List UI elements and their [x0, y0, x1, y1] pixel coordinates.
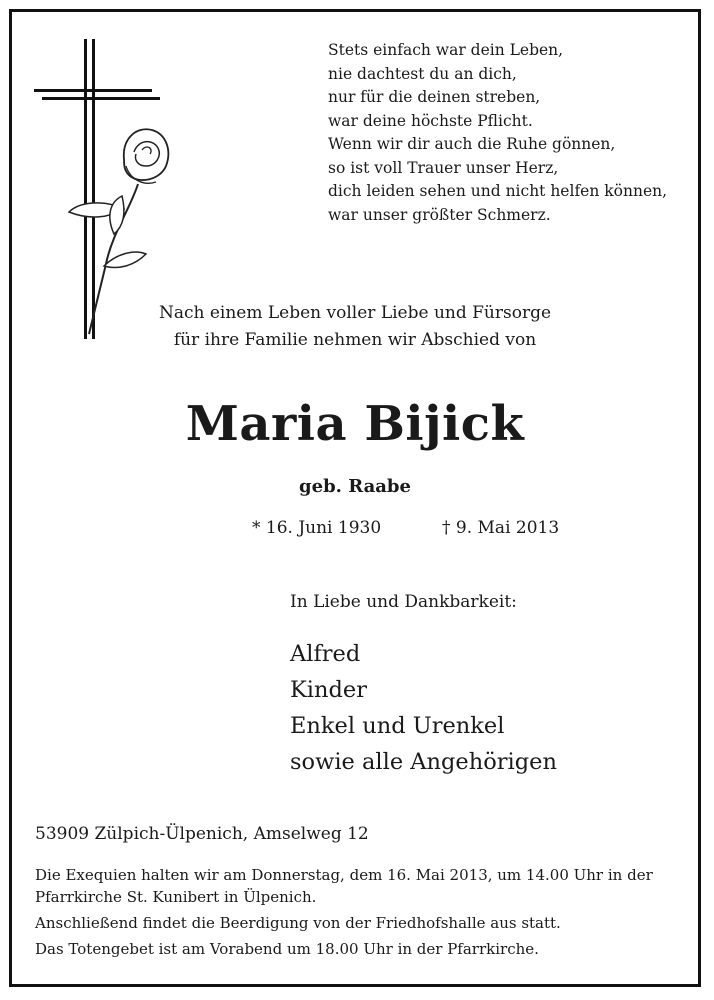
- obituary-frame: [9, 9, 701, 987]
- service-paragraph: Das Totengebet ist am Vorabend um 18.00 Uhr in der Pfarrkirche.: [35, 940, 539, 958]
- intro-line-1: Nach einem Leben voller Liebe und Fürsorge: [158, 303, 552, 323]
- maiden-name: geb. Raabe: [299, 476, 411, 497]
- mourners-list: [290, 636, 557, 780]
- poem: [328, 39, 667, 227]
- intro-text: [12, 300, 698, 354]
- deceased-name: Maria Bijick: [185, 396, 525, 452]
- poem-line: war deine höchste Pflicht.: [328, 111, 533, 130]
- poem-line: Stets einfach war dein Leben,: [328, 41, 564, 59]
- death-date: † 9. Mai 2013: [442, 518, 560, 538]
- cross-with-rose-icon: [34, 34, 184, 344]
- mourners-heading: In Liebe und Dankbarkeit:: [290, 592, 517, 612]
- birth-date: * 16. Juni 1930: [252, 518, 382, 538]
- mourner-name: sowie alle Angehörigen: [290, 749, 557, 775]
- service-paragraph: Anschließend findet die Beerdigung von der Friedhofshalle aus statt.: [35, 914, 561, 932]
- poem-line: nur für die deinen streben,: [328, 88, 541, 106]
- poem-line: so ist voll Trauer unser Herz,: [328, 158, 559, 177]
- poem-line: dich leiden sehen und nicht helfen können,: [328, 182, 668, 200]
- intro-line-2: für ihre Familie nehmen wir Abschied von: [173, 330, 537, 350]
- family-address: 53909 Zülpich-Ülpenich, Amselweg 12: [35, 824, 369, 844]
- poem-line: war unser größter Schmerz.: [328, 205, 551, 224]
- poem-line: Wenn wir dir auch die Ruhe gönnen,: [328, 135, 616, 153]
- service-info: [35, 864, 685, 964]
- poem-line: nie dachtest du an dich,: [328, 64, 517, 83]
- mourner-name: Kinder: [290, 677, 367, 703]
- service-paragraph: Die Exequien halten wir am Donnerstag, dem 16. Mai 2013, um 14.00 Uhr in der Pfarrkirche St. Kunibert in Ülpenich.: [35, 866, 653, 906]
- mourner-name: Enkel und Urenkel: [290, 713, 505, 739]
- mourner-name: Alfred: [290, 641, 361, 667]
